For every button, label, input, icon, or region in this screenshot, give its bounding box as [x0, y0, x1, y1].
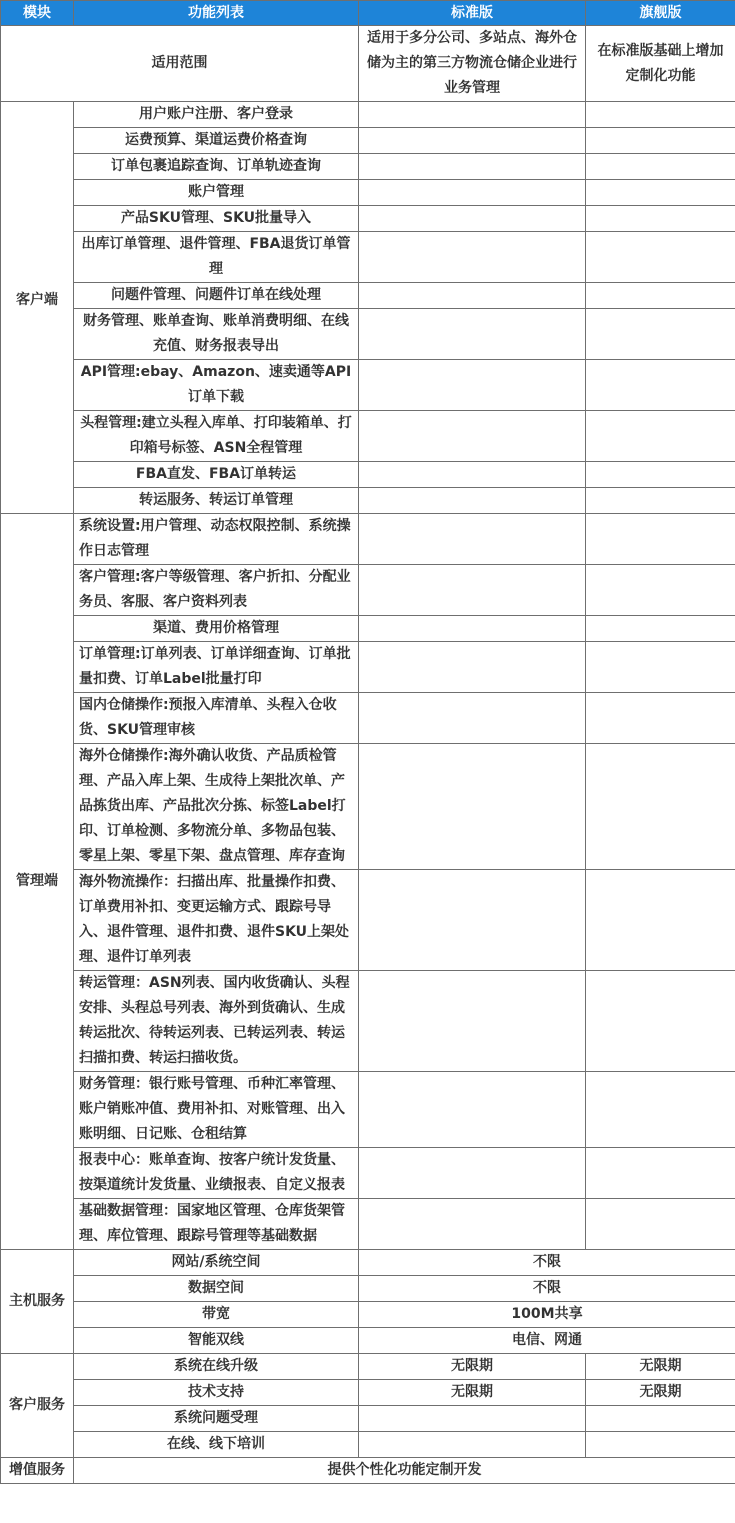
client-row	[1, 488, 735, 514]
hosting-feature: 数据空间	[74, 1276, 359, 1302]
admin-flagship-cell	[586, 514, 735, 565]
admin-feature: 国内仓储操作:预报入库清单、头程入仓收货、SKU管理审核	[74, 693, 359, 744]
service-flagship: 无限期	[586, 1380, 735, 1406]
header-features: 功能列表	[74, 1, 359, 26]
client-row	[1, 411, 735, 462]
client-row	[1, 462, 735, 488]
admin-feature: 客户管理:客户等级管理、客户折扣、分配业务员、客服、客户资料列表	[74, 565, 359, 616]
client-standard-cell	[359, 128, 586, 154]
admin-flagship-cell	[586, 744, 735, 870]
client-standard-cell	[359, 283, 586, 309]
client-module-label: 客户端	[1, 102, 74, 514]
client-flagship-cell	[586, 154, 735, 180]
client-feature: 出库订单管理、退件管理、FBA退货订单管理	[74, 232, 359, 283]
service-standard: 无限期	[359, 1380, 586, 1406]
admin-flagship-cell	[586, 1072, 735, 1148]
admin-flagship-cell	[586, 1148, 735, 1199]
admin-row	[1, 1199, 735, 1250]
client-flagship-cell	[586, 309, 735, 360]
client-feature: 转运服务、转运订单管理	[74, 488, 359, 514]
hosting-value: 不限	[359, 1250, 735, 1276]
service-flagship	[586, 1432, 735, 1458]
client-feature: 头程管理:建立头程入库单、打印装箱单、打印箱号标签、ASN全程管理	[74, 411, 359, 462]
hosting-row	[1, 1302, 735, 1328]
admin-row	[1, 1072, 735, 1148]
service-flagship: 无限期	[586, 1354, 735, 1380]
client-feature: 用户账户注册、客户登录	[74, 102, 359, 128]
admin-row	[1, 744, 735, 870]
client-row	[1, 360, 735, 411]
client-feature: 问题件管理、问题件订单在线处理	[74, 283, 359, 309]
hosting-value: 不限	[359, 1276, 735, 1302]
scope-standard: 适用于多分公司、多站点、海外仓储为主的第三方物流仓储企业进行业务管理	[359, 26, 586, 102]
admin-standard-cell	[359, 744, 586, 870]
client-flagship-cell	[586, 206, 735, 232]
admin-feature: 基础数据管理：国家地区管理、仓库货架管理、库位管理、跟踪号管理等基础数据	[74, 1199, 359, 1250]
client-standard-cell	[359, 180, 586, 206]
admin-row	[1, 565, 735, 616]
service-row	[1, 1380, 735, 1406]
admin-standard-cell	[359, 870, 586, 971]
client-standard-cell	[359, 462, 586, 488]
admin-row	[1, 693, 735, 744]
client-flagship-cell	[586, 360, 735, 411]
header-row	[1, 1, 735, 26]
client-row	[1, 206, 735, 232]
hosting-feature: 网站/系统空间	[74, 1250, 359, 1276]
client-standard-cell	[359, 488, 586, 514]
admin-feature: 订单管理:订单列表、订单详细查询、订单批量扣费、订单Label批量打印	[74, 642, 359, 693]
value-added-value: 提供个性化功能定制开发	[74, 1458, 735, 1484]
admin-flagship-cell	[586, 616, 735, 642]
client-row	[1, 180, 735, 206]
admin-standard-cell	[359, 565, 586, 616]
admin-standard-cell	[359, 642, 586, 693]
admin-flagship-cell	[586, 693, 735, 744]
admin-feature: 系统设置:用户管理、动态权限控制、系统操作日志管理	[74, 514, 359, 565]
value-added-module-label: 增值服务	[1, 1458, 74, 1484]
admin-standard-cell	[359, 616, 586, 642]
client-feature: 运费预算、渠道运费价格查询	[74, 128, 359, 154]
admin-feature: 转运管理：ASN列表、国内收货确认、头程安排、头程总号列表、海外到货确认、生成转运批次、待转运列表、已转运列表、转运扫描扣费、转运扫描收货。	[74, 971, 359, 1072]
admin-row	[1, 971, 735, 1072]
header-standard: 标准版	[359, 1, 586, 26]
admin-flagship-cell	[586, 1199, 735, 1250]
header-flagship: 旗舰版	[586, 1, 735, 26]
client-row	[1, 154, 735, 180]
client-flagship-cell	[586, 232, 735, 283]
client-row	[1, 283, 735, 309]
admin-flagship-cell	[586, 642, 735, 693]
hosting-feature: 带宽	[74, 1302, 359, 1328]
client-flagship-cell	[586, 128, 735, 154]
service-row	[1, 1432, 735, 1458]
hosting-module-label: 主机服务	[1, 1250, 74, 1354]
client-row	[1, 128, 735, 154]
service-module-label: 客户服务	[1, 1354, 74, 1458]
client-flagship-cell	[586, 180, 735, 206]
header-module: 模块	[1, 1, 74, 26]
service-flagship	[586, 1406, 735, 1432]
admin-standard-cell	[359, 693, 586, 744]
hosting-row	[1, 1250, 735, 1276]
service-feature: 系统在线升级	[74, 1354, 359, 1380]
client-flagship-cell	[586, 411, 735, 462]
admin-module-label: 管理端	[1, 514, 74, 1250]
service-standard: 无限期	[359, 1354, 586, 1380]
client-flagship-cell	[586, 283, 735, 309]
admin-row	[1, 642, 735, 693]
client-flagship-cell	[586, 462, 735, 488]
admin-standard-cell	[359, 1199, 586, 1250]
client-feature: 财务管理、账单查询、账单消费明细、在线充值、财务报表导出	[74, 309, 359, 360]
admin-standard-cell	[359, 1148, 586, 1199]
admin-row	[1, 870, 735, 971]
admin-standard-cell	[359, 971, 586, 1072]
admin-feature: 海外物流操作：扫描出库、批量操作扣费、订单费用补扣、变更运输方式、跟踪号导入、退件管理、退件扣费、退件SKU上架处理、退件订单列表	[74, 870, 359, 971]
admin-standard-cell	[359, 1072, 586, 1148]
service-feature: 技术支持	[74, 1380, 359, 1406]
client-flagship-cell	[586, 102, 735, 128]
admin-feature: 财务管理：银行账号管理、币种汇率管理、账户销账冲值、费用补扣、对账管理、出入账明细、日记账、仓租结算	[74, 1072, 359, 1148]
client-row	[1, 232, 735, 283]
value-added-row	[1, 1458, 735, 1484]
client-standard-cell	[359, 206, 586, 232]
client-standard-cell	[359, 411, 586, 462]
admin-feature: 海外仓储操作:海外确认收货、产品质检管理、产品入库上架、生成待上架批次单、产品拣货出库、产品批次分拣、标签Label打印、订单检测、多物流分单、多物品包装、零星上架、零星下架、盘点管理、库存查询	[74, 744, 359, 870]
client-standard-cell	[359, 309, 586, 360]
client-standard-cell	[359, 102, 586, 128]
client-flagship-cell	[586, 488, 735, 514]
admin-row	[1, 514, 735, 565]
client-feature: 账户管理	[74, 180, 359, 206]
service-standard	[359, 1406, 586, 1432]
scope-flagship: 在标准版基础上增加定制化功能	[586, 26, 735, 102]
hosting-feature: 智能双线	[74, 1328, 359, 1354]
service-feature: 在线、线下培训	[74, 1432, 359, 1458]
admin-flagship-cell	[586, 971, 735, 1072]
client-standard-cell	[359, 360, 586, 411]
client-feature: 订单包裹追踪查询、订单轨迹查询	[74, 154, 359, 180]
client-standard-cell	[359, 154, 586, 180]
service-row	[1, 1354, 735, 1380]
admin-flagship-cell	[586, 870, 735, 971]
admin-row	[1, 616, 735, 642]
admin-standard-cell	[359, 514, 586, 565]
admin-flagship-cell	[586, 565, 735, 616]
admin-row	[1, 1148, 735, 1199]
service-row	[1, 1406, 735, 1432]
admin-feature: 报表中心：账单查询、按客户统计发货量、按渠道统计发货量、业绩报表、自定义报表	[74, 1148, 359, 1199]
service-feature: 系统问题受理	[74, 1406, 359, 1432]
scope-label: 适用范围	[1, 26, 359, 102]
hosting-row	[1, 1328, 735, 1354]
hosting-value: 电信、网通	[359, 1328, 735, 1354]
service-standard	[359, 1432, 586, 1458]
client-standard-cell	[359, 232, 586, 283]
client-row	[1, 309, 735, 360]
client-feature: API管理:ebay、Amazon、速卖通等API订单下载	[74, 360, 359, 411]
hosting-row	[1, 1276, 735, 1302]
client-feature: 产品SKU管理、SKU批量导入	[74, 206, 359, 232]
hosting-value: 100M共享	[359, 1302, 735, 1328]
client-row	[1, 102, 735, 128]
scope-row	[1, 26, 735, 102]
admin-feature: 渠道、费用价格管理	[74, 616, 359, 642]
client-feature: FBA直发、FBA订单转运	[74, 462, 359, 488]
